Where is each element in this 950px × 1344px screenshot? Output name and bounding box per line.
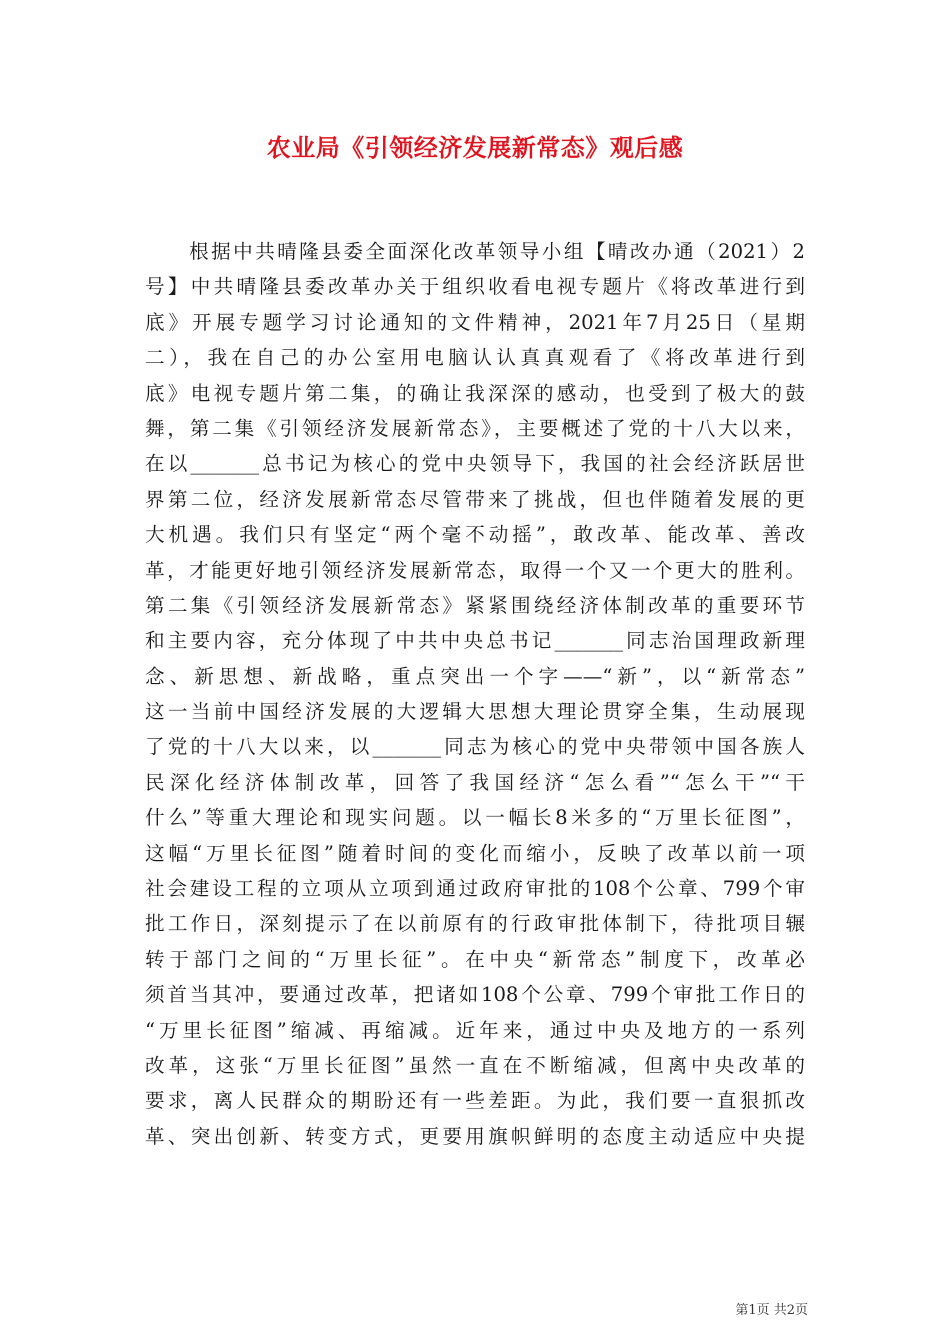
body-line: 在以_______总书记为核心的党中央领导下，我国的社会经济跃居世: [145, 452, 805, 476]
body-line: 根据中共晴隆县委全面深化改革领导小组【晴改办通（2021）2: [145, 240, 805, 263]
body-line: 社会建设工程的立项从立项到通过政府审批的108个公章、799个审: [145, 877, 805, 901]
body-line: 二），我在自己的办公室用电脑认认真真观看了《将改革进行到: [145, 346, 805, 370]
page-number: 第1页 共2页: [735, 1303, 808, 1318]
body-line: 大机遇。我们只有坚定“两个毫不动摇”，敢改革、能改革、善改: [145, 523, 805, 547]
body-line: 须首当其冲，要通过改革，把诸如108个公章、799个审批工作日的: [145, 983, 805, 1007]
document-title: 农业局《引领经济发展新常态》观后感: [266, 133, 684, 162]
body-line: 了党的十八大以来，以_______同志为核心的党中央带领中国各族人: [145, 735, 805, 759]
body-line: 舞，第二集《引领经济发展新常态》，主要概述了党的十八大以来，: [145, 416, 805, 440]
body-line: 第二集《引领经济发展新常态》紧紧围绕经济体制改革的重要环节: [145, 593, 805, 617]
body-line: 转于部门之间的“万里长征”。在中央“新常态”制度下，改革必: [145, 947, 805, 971]
body-line: 念、新思想、新战略，重点突出一个字——“新”，以“新常态”: [145, 664, 805, 688]
body-line: 革，才能更好地引领经济发展新常态，取得一个又一个更大的胜利。: [145, 558, 805, 582]
body-line: 这一当前中国经济发展的大逻辑大思想大理论贯穿全集，生动展现: [145, 700, 805, 724]
body-line: 底》开展专题学习讨论通知的文件精神，2021年7月25日（星期: [145, 310, 805, 334]
body-line: 号】中共晴隆县委改革办关于组织收看电视专题片《将改革进行到: [145, 275, 805, 299]
body-line: “万里长征图”缩减、再缩减。近年来，通过中央及地方的一系列: [145, 1018, 805, 1042]
body-line: 和主要内容，充分体现了中共中央总书记_______同志治国理政新理: [145, 629, 805, 653]
body-line: 底》电视专题片第二集，的确让我深深的感动，也受到了极大的鼓: [145, 381, 805, 405]
body-line: 界第二位，经济发展新常态尽管带来了挑战，但也伴随着发展的更: [145, 487, 805, 511]
document-body: [145, 234, 805, 1154]
body-line: 批工作日，深刻提示了在以前原有的行政审批体制下，待批项目辗: [145, 912, 805, 936]
body-line: 革、突出创新、转变方式，更要用旗帜鲜明的态度主动适应中央提: [145, 1124, 805, 1148]
body-line: 民深化经济体制改革，回答了我国经济“怎么看”“怎么干”“干: [145, 770, 805, 794]
body-line: 要求，离人民群众的期盼还有一些差距。为此，我们要一直狠抓改: [145, 1089, 805, 1113]
body-line: 这幅“万里长征图”随着时间的变化而缩小，反映了改革以前一项: [145, 841, 805, 865]
body-line: 什么”等重大理论和现实问题。以一幅长8米多的“万里长征图”，: [145, 806, 805, 830]
body-line: 改革，这张“万里长征图”虽然一直在不断缩减，但离中央改革的: [145, 1053, 805, 1077]
